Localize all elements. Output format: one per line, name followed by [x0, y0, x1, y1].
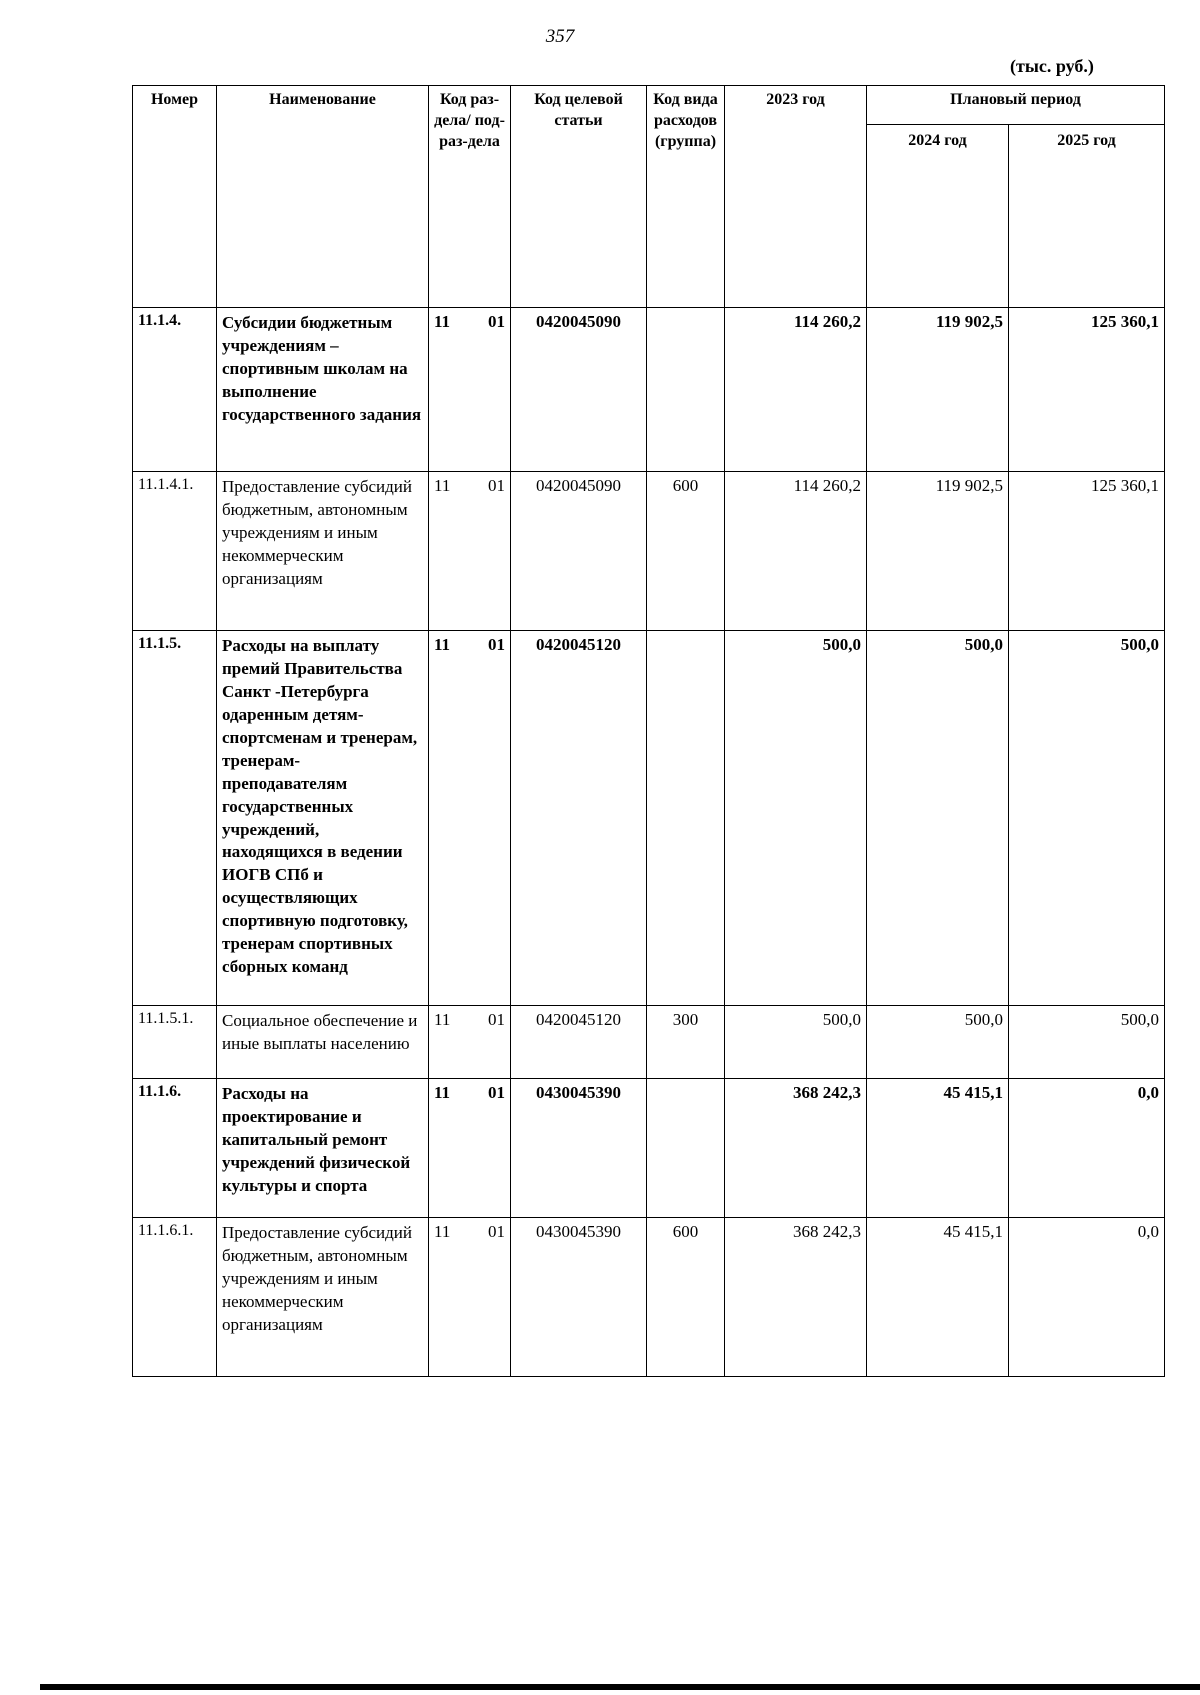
header-planning-period: Плановый период — [867, 86, 1165, 125]
row-number: 11.1.6.1. — [133, 1218, 217, 1377]
table-row — [133, 1006, 1165, 1079]
row-amount-2023: 114 260,2 — [725, 472, 867, 631]
section-code: 11 — [434, 476, 451, 495]
row-amount-2024: 119 902,5 — [867, 472, 1009, 631]
row-number: 11.1.5. — [133, 631, 217, 1006]
row-name: Предоставление субсидий бюджетным, автономным учреждениям и иным некоммерческим организациям — [217, 1218, 429, 1377]
row-section — [429, 631, 511, 1006]
row-expense-type: 600 — [647, 472, 725, 631]
section-code: 11 — [434, 635, 451, 654]
header-target-code: Код целевой статьи — [511, 86, 647, 308]
units-label: (тыс. руб.) — [1010, 56, 1094, 76]
row-number: 11.1.5.1. — [133, 1006, 217, 1079]
header-year-2025: 2025 год — [1009, 125, 1165, 308]
subsection-code: 01 — [488, 476, 505, 495]
row-name: Расходы на проектирование и капитальный ремонт учреждений физической культуры и спорта — [217, 1079, 429, 1218]
row-expense-type: 300 — [647, 1006, 725, 1079]
header-year-2023: 2023 год — [725, 86, 867, 308]
header-expense-type: Код вида расходов (группа) — [647, 86, 725, 308]
section-code: 11 — [434, 1010, 451, 1029]
row-amount-2024: 500,0 — [867, 631, 1009, 1006]
row-section — [429, 1079, 511, 1218]
subsection-code: 01 — [488, 312, 505, 331]
row-amount-2024: 45 415,1 — [867, 1079, 1009, 1218]
row-amount-2025: 500,0 — [1009, 1006, 1165, 1079]
row-number: 11.1.4. — [133, 308, 217, 472]
row-target-code: 0420045090 — [511, 308, 647, 472]
subsection-code: 01 — [488, 635, 505, 654]
table-row — [133, 308, 1165, 472]
row-amount-2023: 368 242,3 — [725, 1079, 867, 1218]
row-amount-2025: 0,0 — [1009, 1079, 1165, 1218]
row-name: Субсидии бюджетным учреждениям – спортивным школам на выполнение государственного задания — [217, 308, 429, 472]
row-expense-type — [647, 1079, 725, 1218]
row-target-code: 0420045120 — [511, 1006, 647, 1079]
header-number: Номер — [133, 86, 217, 308]
row-amount-2025: 500,0 — [1009, 631, 1165, 1006]
row-target-code: 0430045390 — [511, 1079, 647, 1218]
row-section — [429, 1006, 511, 1079]
row-amount-2024: 500,0 — [867, 1006, 1009, 1079]
subsection-code: 01 — [488, 1010, 505, 1029]
header-section-code: Код раз-дела/ под-раз-дела — [429, 86, 511, 308]
row-name: Социальное обеспечение и иные выплаты населению — [217, 1006, 429, 1079]
header-year-2024: 2024 год — [867, 125, 1009, 308]
row-section — [429, 308, 511, 472]
section-code: 11 — [434, 1222, 451, 1241]
subsection-code: 01 — [488, 1083, 505, 1102]
table-row — [133, 1218, 1165, 1377]
row-target-code: 0420045120 — [511, 631, 647, 1006]
row-amount-2025: 0,0 — [1009, 1218, 1165, 1377]
row-amount-2023: 500,0 — [725, 1006, 867, 1079]
row-name: Предоставление субсидий бюджетным, автономным учреждениям и иным некоммерческим организациям — [217, 472, 429, 631]
row-amount-2025: 125 360,1 — [1009, 308, 1165, 472]
table-row — [133, 631, 1165, 1006]
header-name: Наименование — [217, 86, 429, 308]
subsection-code: 01 — [488, 1222, 505, 1241]
row-target-code: 0420045090 — [511, 472, 647, 631]
row-amount-2025: 125 360,1 — [1009, 472, 1165, 631]
table-row — [133, 1079, 1165, 1218]
budget-table — [132, 85, 1165, 1377]
footer-rule — [40, 1684, 1200, 1690]
table-row — [133, 472, 1165, 631]
row-number: 11.1.6. — [133, 1079, 217, 1218]
row-expense-type — [647, 308, 725, 472]
section-code: 11 — [434, 1083, 451, 1102]
row-amount-2024: 119 902,5 — [867, 308, 1009, 472]
row-number: 11.1.4.1. — [133, 472, 217, 631]
row-amount-2023: 500,0 — [725, 631, 867, 1006]
row-amount-2024: 45 415,1 — [867, 1218, 1009, 1377]
header-row-top — [133, 86, 1165, 125]
page-number: 357 — [545, 26, 575, 47]
row-target-code: 0430045390 — [511, 1218, 647, 1377]
row-section — [429, 472, 511, 631]
row-name: Расходы на выплату премий Правительства Санкт -Петербурга одаренным детям-спортсменам и тренерам, тренерам-преподавателям государственных учреждений, находящихся в ведении ИОГВ СПб и осуществляющих спортивную подготовку, тренерам спортивных сборных команд — [217, 631, 429, 1006]
row-amount-2023: 368 242,3 — [725, 1218, 867, 1377]
section-code: 11 — [434, 312, 451, 331]
row-section — [429, 1218, 511, 1377]
row-amount-2023: 114 260,2 — [725, 308, 867, 472]
row-expense-type — [647, 631, 725, 1006]
row-expense-type: 600 — [647, 1218, 725, 1377]
